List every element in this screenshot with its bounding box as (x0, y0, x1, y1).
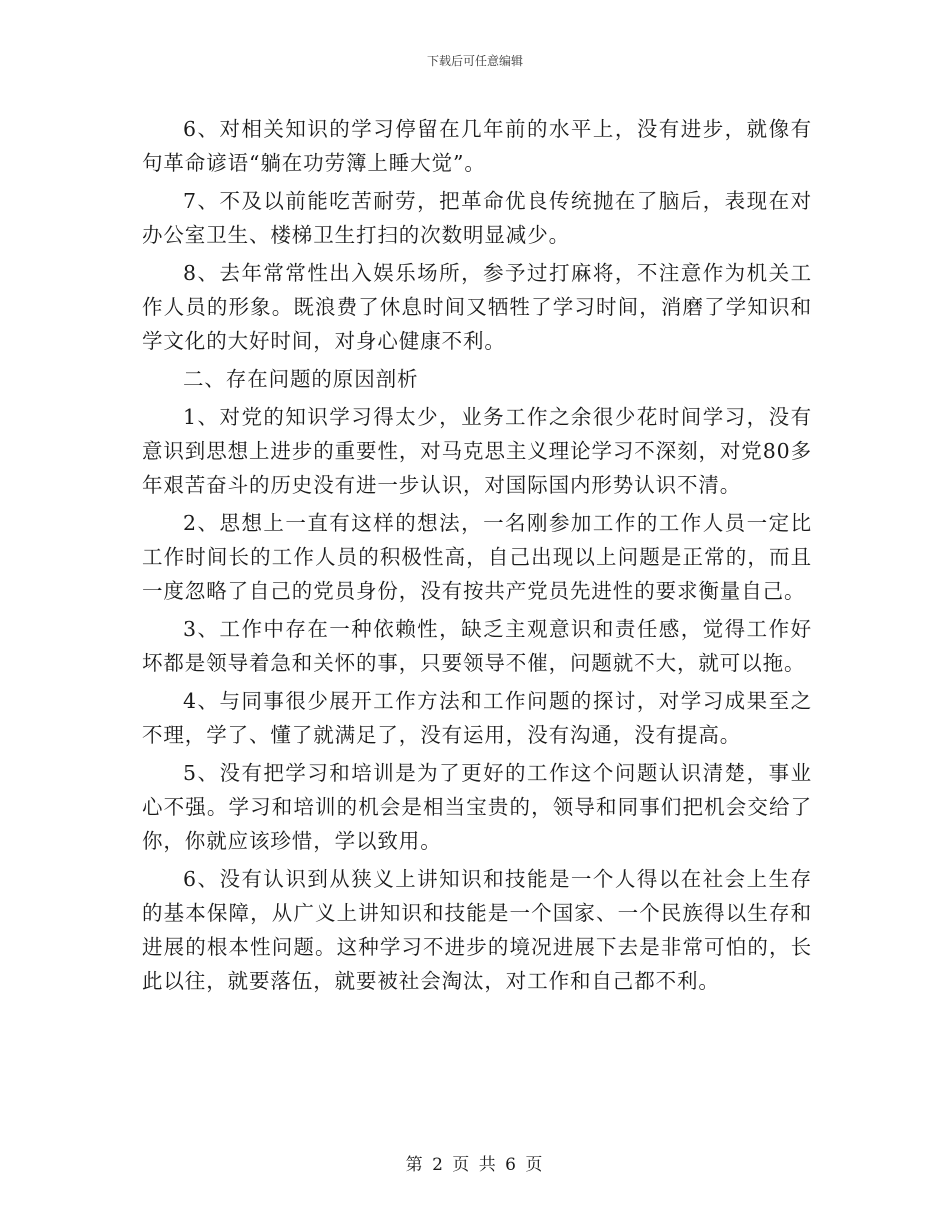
paragraph-item-8: 8、去年常常性出入娱乐场所，参予过打麻将，不注意作为机关工作人员的形象。既浪费了休息时间又牺牲了学习时间，消磨了学知识和学文化的大好时间，对身心健康不利。 (142, 261, 812, 353)
paragraph-item-7: 7、不及以前能吃苦耐劳，把革命优良传统抛在了脑后，表现在对办公室卫生、楼梯卫生打扫的次数明显减少。 (142, 189, 812, 247)
paragraph-cause-3: 3、工作中存在一种依赖性，缺乏主观意识和责任感，觉得工作好坏都是领导着急和关怀的事，只要领导不催，问题就不大，就可以拖。 (142, 617, 812, 675)
paragraph-cause-1: 1、对党的知识学习得太少，业务工作之余很少花时间学习，没有意识到思想上进步的重要性，对马克思主义理论学习不深刻，对党80多年艰苦奋斗的历史没有进一步认识，对国际国内形势认识不清。 (142, 405, 812, 497)
page-number-footer: 第 2 页 共 6 页 (405, 1155, 545, 1175)
paragraph-cause-2: 2、思想上一直有这样的想法，一名刚参加工作的工作人员一定比工作时间长的工作人员的积极性高，自己出现以上问题是正常的，而且一度忽略了自己的党员身份，没有按共产党员先进性的要求衡量自己。 (142, 511, 812, 603)
page-header: 下载后可任意编辑 (426, 54, 523, 68)
document-body (142, 112, 812, 1002)
section-heading-cause-analysis: 二、存在问题的原因剖析 (183, 367, 419, 391)
paragraph-item-6: 6、对相关知识的学习停留在几年前的水平上，没有进步，就像有句革命谚语“躺在功劳簿上睡大觉”。 (142, 117, 812, 175)
paragraph-cause-5: 5、没有把学习和培训是为了更好的工作这个问题认识清楚，事业心不强。学习和培训的机会是相当宝贵的，领导和同事们把机会交给了你，你就应该珍惜，学以致用。 (142, 761, 812, 853)
paragraph-cause-6: 6、没有认识到从狭义上讲知识和技能是一个人得以在社会上生存的基本保障，从广义上讲知识和技能是一个国家、一个民族得以生存和进展的根本性问题。这种学习不进步的境况进展下去是非常可怕的，长此以往，就要落伍，就要被社会淘汰，对工作和自己都不利。 (142, 867, 812, 993)
paragraph-cause-4: 4、与同事很少展开工作方法和工作问题的探讨，对学习成果至之不理，学了、懂了就满足了，没有运用，没有沟通，没有提高。 (142, 689, 812, 747)
